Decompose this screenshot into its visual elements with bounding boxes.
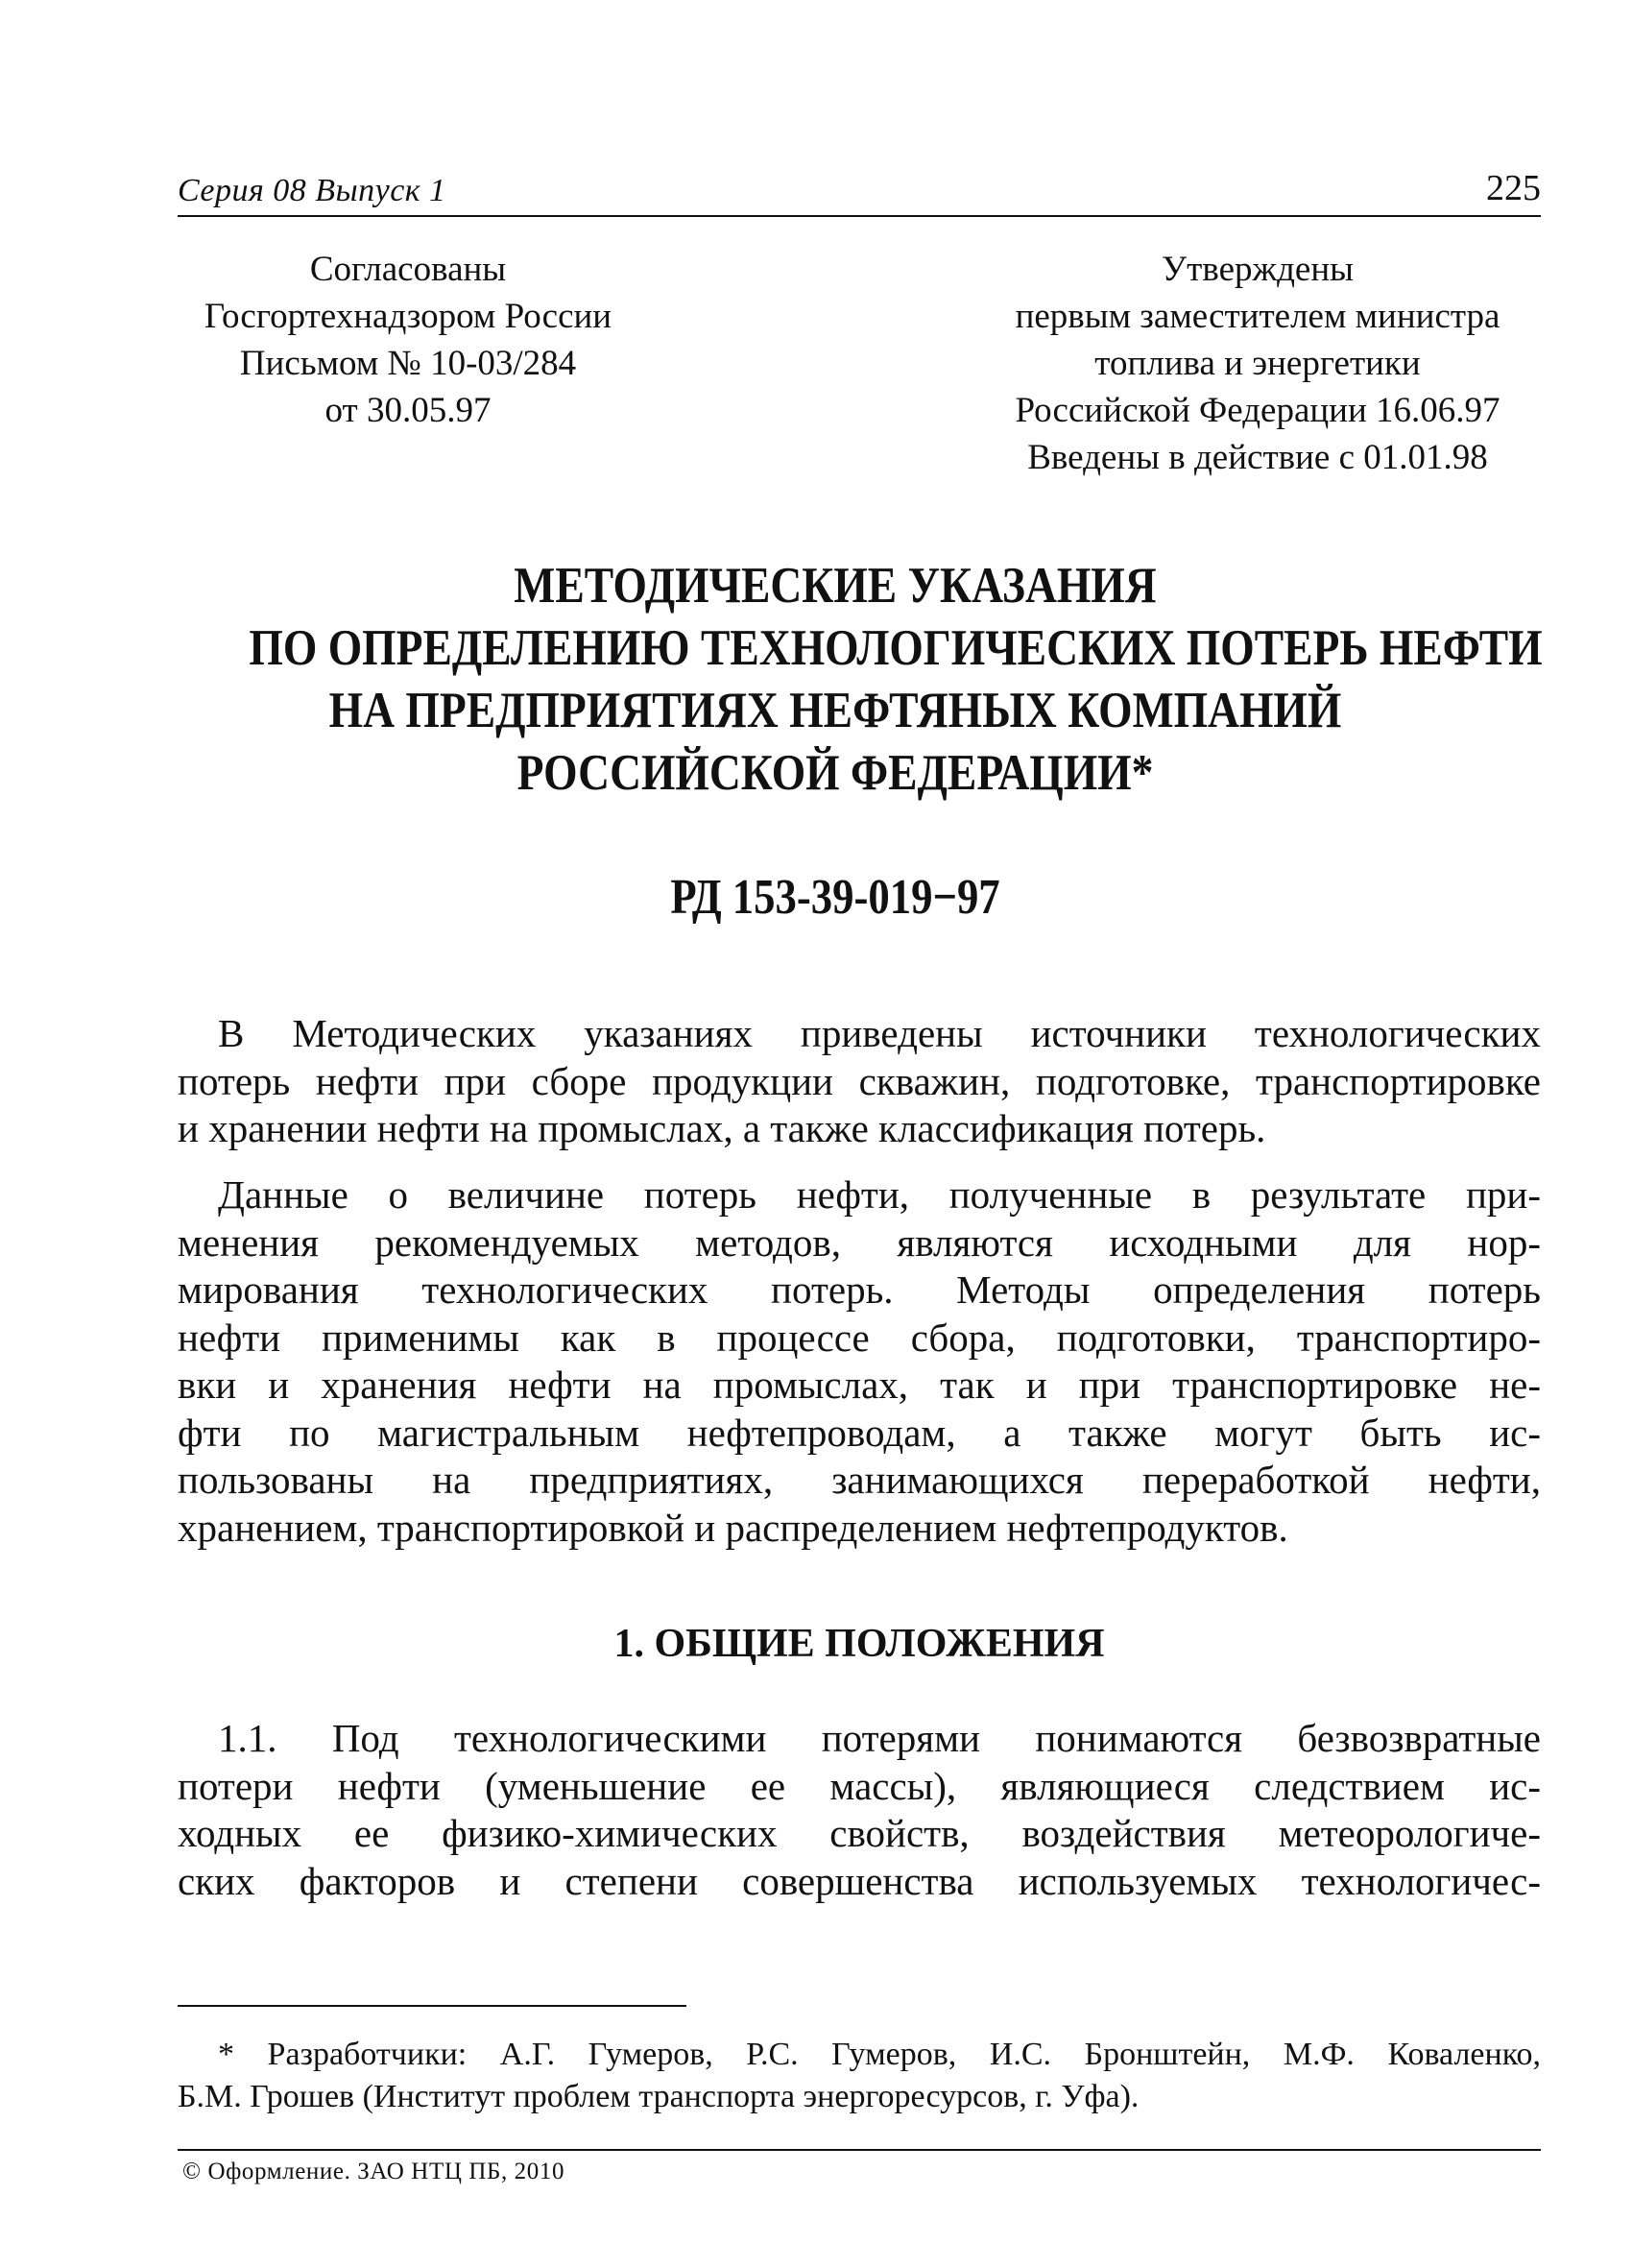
text-line: ходных ее физико-химических свойств, воздействия метеорологиче- [178, 1811, 1541, 1855]
text-line: Данные о величине потерь нефти, полученные в результате при- [218, 1172, 1541, 1217]
series-label: Серия 08 Выпуск 1 [178, 173, 446, 208]
page-number: 225 [1486, 168, 1541, 208]
text-line: нефти применимы как в процессе сбора, подготовки, транспортиро- [178, 1315, 1541, 1360]
approval-agreed-line: Согласованы [309, 250, 507, 289]
footnote-line: * Разработчики: А.Г. Гумеров, Р.С. Гумеров, И.С. Бронштейн, М.Ф. Коваленко, [218, 2037, 1541, 2072]
approval-agreed-block [178, 246, 638, 434]
text-line: менения рекомендуемых методов, являются исходными для нор- [178, 1219, 1541, 1265]
approval-approved-line: первым заместителем министра [1015, 297, 1500, 336]
section-heading: 1. ОБЩИЕ ПОЛОЖЕНИЯ [613, 1622, 1105, 1666]
approval-approved-line: Российской Федерации 16.06.97 [1015, 391, 1500, 430]
intro-paragraph-2 [178, 1171, 1541, 1552]
text-line: пользованы на предприятиях, занимающихся переработкой нефти, [178, 1458, 1541, 1502]
footnote-divider [178, 2005, 686, 2007]
intro-paragraph-1 [178, 1010, 1541, 1153]
approval-agreed-line: Госгортехнадзором России [204, 297, 612, 336]
title-line: МЕТОДИЧЕСКИЕ УКАЗАНИЯ [514, 558, 1157, 614]
title-line: НА ПРЕДПРИЯТИЯХ НЕФТЯНЫХ КОМПАНИЙ [328, 683, 1342, 738]
approval-agreed-line: Письмом № 10-03/284 [239, 344, 577, 383]
text-line: и хранении нефти на промыслах, а также классификация потерь. [178, 1106, 1266, 1150]
text-line: В Методических указаниях приведены источники технологических [218, 1011, 1541, 1055]
footnote-line: Б.М. Грошев (Институт проблем транспорта энергоресурсов, г. Уфа). [178, 2079, 1140, 2114]
running-header [178, 165, 1541, 217]
copyright-notice: © Оформление. ЗАО НТЦ ПБ, 2010 [182, 2159, 565, 2184]
title-line: РОССИЙСКОЙ ФЕДЕРАЦИИ* [516, 745, 1154, 801]
text-line: потерь нефти при сборе продукции скважин, подготовке, транспортировке [178, 1058, 1541, 1103]
text-line: фти по магистральным нефтепроводам, а также могут быть ис- [178, 1410, 1541, 1455]
title-line: ПО ОПРЕДЕЛЕНИЮ ТЕХНОЛОГИЧЕСКИХ ПОТЕРЬ НЕФТИ [249, 620, 1543, 676]
document-title [249, 555, 1543, 805]
text-line: мирования технологических потерь. Методы определения потерь [178, 1267, 1541, 1312]
approval-approved-line: Утверждены [1161, 250, 1354, 289]
document-code: РД 153-39-019−97 [670, 870, 1000, 925]
approval-approved-line: топлива и энергетики [1094, 344, 1421, 383]
text-line: хранением, транспортировкой и распределением нефтепродуктов. [178, 1505, 1288, 1550]
text-line: вки и хранения нефти на промыслах, так и при транспортировке не- [178, 1363, 1541, 1407]
text-line: ских факторов и степени совершенства используемых технологичес- [178, 1858, 1541, 1903]
bottom-divider [178, 2149, 1541, 2151]
footnote [178, 2034, 1541, 2118]
section-1-paragraph [178, 1715, 1541, 1905]
approval-approved-block [960, 246, 1555, 481]
text-line: потери нефти (уменьшение ее массы), являющиеся следствием ис- [178, 1763, 1541, 1808]
approval-agreed-line: от 30.05.97 [324, 391, 492, 430]
text-line: 1.1. Под технологическими потерями понимаются безвозвратные [218, 1716, 1541, 1760]
approval-approved-line: Введены в действие с 01.01.98 [1027, 438, 1488, 477]
